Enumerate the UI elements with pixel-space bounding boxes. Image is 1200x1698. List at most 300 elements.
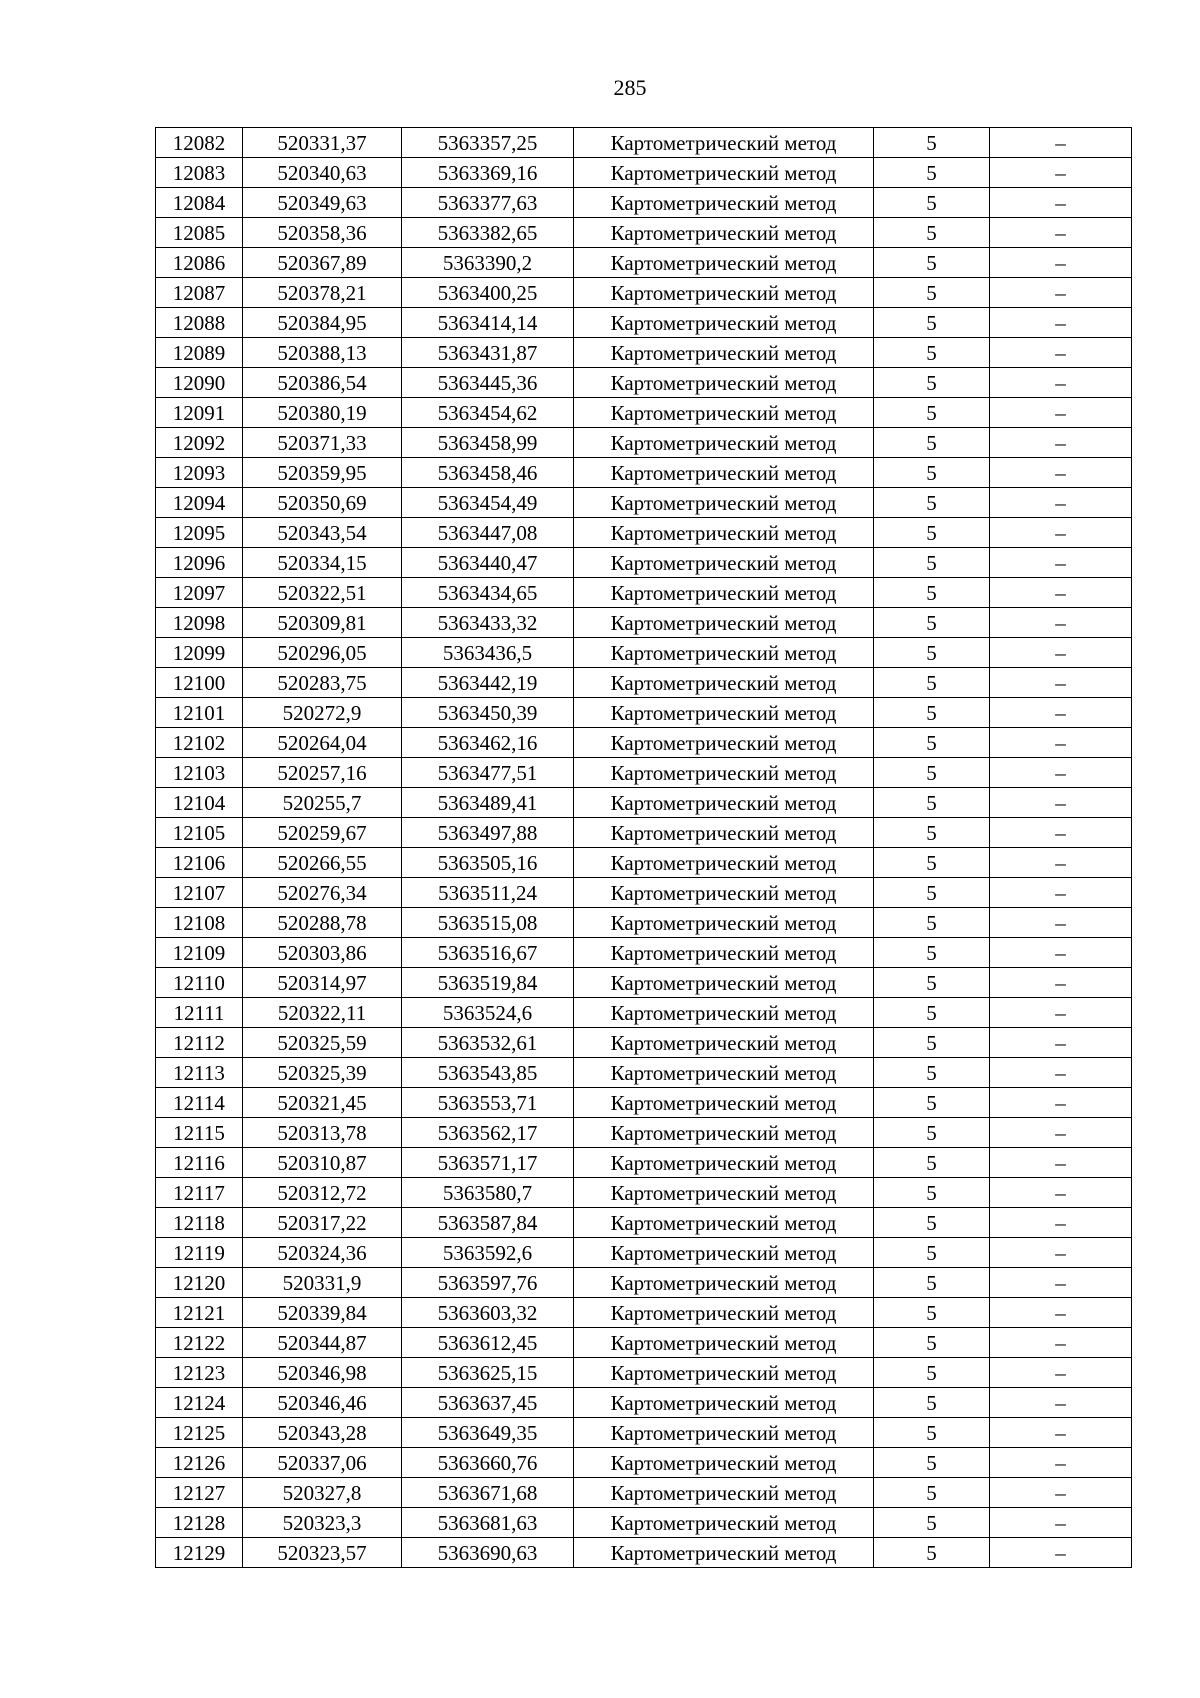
point-number-cell: 12109 bbox=[156, 938, 243, 968]
description-cell: – bbox=[990, 938, 1132, 968]
table-row bbox=[156, 1448, 1132, 1478]
table-row bbox=[156, 1328, 1132, 1358]
x-coordinate-cell: 520346,98 bbox=[243, 1358, 402, 1388]
accuracy-cell: 5 bbox=[874, 458, 990, 488]
table-row bbox=[156, 1298, 1132, 1328]
y-coordinate-cell: 5363505,16 bbox=[402, 848, 574, 878]
accuracy-cell: 5 bbox=[874, 938, 990, 968]
accuracy-cell: 5 bbox=[874, 1148, 990, 1178]
x-coordinate-cell: 520257,16 bbox=[243, 758, 402, 788]
point-number-cell: 12094 bbox=[156, 488, 243, 518]
x-coordinate-cell: 520272,9 bbox=[243, 698, 402, 728]
x-coordinate-cell: 520367,89 bbox=[243, 248, 402, 278]
point-number-cell: 12101 bbox=[156, 698, 243, 728]
description-cell: – bbox=[990, 1178, 1132, 1208]
point-number-cell: 12129 bbox=[156, 1538, 243, 1568]
table-row bbox=[156, 1388, 1132, 1418]
x-coordinate-cell: 520317,22 bbox=[243, 1208, 402, 1238]
point-number-cell: 12111 bbox=[156, 998, 243, 1028]
table-row bbox=[156, 818, 1132, 848]
table-row bbox=[156, 878, 1132, 908]
x-coordinate-cell: 520259,67 bbox=[243, 818, 402, 848]
point-number-cell: 12117 bbox=[156, 1178, 243, 1208]
x-coordinate-cell: 520312,72 bbox=[243, 1178, 402, 1208]
accuracy-cell: 5 bbox=[874, 1208, 990, 1238]
point-number-cell: 12089 bbox=[156, 338, 243, 368]
accuracy-cell: 5 bbox=[874, 1028, 990, 1058]
description-cell: – bbox=[990, 788, 1132, 818]
point-number-cell: 12128 bbox=[156, 1508, 243, 1538]
table-row bbox=[156, 1358, 1132, 1388]
x-coordinate-cell: 520380,19 bbox=[243, 398, 402, 428]
method-cell: Картометрический метод bbox=[574, 998, 874, 1028]
method-cell: Картометрический метод bbox=[574, 818, 874, 848]
x-coordinate-cell: 520288,78 bbox=[243, 908, 402, 938]
x-coordinate-cell: 520324,36 bbox=[243, 1238, 402, 1268]
x-coordinate-cell: 520283,75 bbox=[243, 668, 402, 698]
table-row bbox=[156, 248, 1132, 278]
y-coordinate-cell: 5363400,25 bbox=[402, 278, 574, 308]
point-number-cell: 12106 bbox=[156, 848, 243, 878]
description-cell: – bbox=[990, 1238, 1132, 1268]
x-coordinate-cell: 520322,51 bbox=[243, 578, 402, 608]
accuracy-cell: 5 bbox=[874, 1118, 990, 1148]
y-coordinate-cell: 5363532,61 bbox=[402, 1028, 574, 1058]
description-cell: – bbox=[990, 1298, 1132, 1328]
x-coordinate-cell: 520314,97 bbox=[243, 968, 402, 998]
accuracy-cell: 5 bbox=[874, 368, 990, 398]
method-cell: Картометрический метод bbox=[574, 848, 874, 878]
x-coordinate-cell: 520349,63 bbox=[243, 188, 402, 218]
point-number-cell: 12104 bbox=[156, 788, 243, 818]
point-number-cell: 12088 bbox=[156, 308, 243, 338]
accuracy-cell: 5 bbox=[874, 548, 990, 578]
method-cell: Картометрический метод bbox=[574, 698, 874, 728]
point-number-cell: 12118 bbox=[156, 1208, 243, 1238]
accuracy-cell: 5 bbox=[874, 158, 990, 188]
point-number-cell: 12102 bbox=[156, 728, 243, 758]
description-cell: – bbox=[990, 1058, 1132, 1088]
description-cell: – bbox=[990, 998, 1132, 1028]
accuracy-cell: 5 bbox=[874, 1538, 990, 1568]
description-cell: – bbox=[990, 428, 1132, 458]
method-cell: Картометрический метод bbox=[574, 188, 874, 218]
x-coordinate-cell: 520384,95 bbox=[243, 308, 402, 338]
method-cell: Картометрический метод bbox=[574, 668, 874, 698]
y-coordinate-cell: 5363497,88 bbox=[402, 818, 574, 848]
point-number-cell: 12114 bbox=[156, 1088, 243, 1118]
table-row bbox=[156, 1538, 1132, 1568]
y-coordinate-cell: 5363462,16 bbox=[402, 728, 574, 758]
table-row bbox=[156, 218, 1132, 248]
method-cell: Картометрический метод bbox=[574, 1178, 874, 1208]
table-row bbox=[156, 428, 1132, 458]
description-cell: – bbox=[990, 848, 1132, 878]
table-row bbox=[156, 788, 1132, 818]
method-cell: Картометрический метод bbox=[574, 1088, 874, 1118]
point-number-cell: 12125 bbox=[156, 1418, 243, 1448]
y-coordinate-cell: 5363440,47 bbox=[402, 548, 574, 578]
accuracy-cell: 5 bbox=[874, 1268, 990, 1298]
y-coordinate-cell: 5363450,39 bbox=[402, 698, 574, 728]
y-coordinate-cell: 5363434,65 bbox=[402, 578, 574, 608]
accuracy-cell: 5 bbox=[874, 1298, 990, 1328]
point-number-cell: 12103 bbox=[156, 758, 243, 788]
point-number-cell: 12112 bbox=[156, 1028, 243, 1058]
point-number-cell: 12091 bbox=[156, 398, 243, 428]
y-coordinate-cell: 5363454,49 bbox=[402, 488, 574, 518]
y-coordinate-cell: 5363543,85 bbox=[402, 1058, 574, 1088]
accuracy-cell: 5 bbox=[874, 518, 990, 548]
y-coordinate-cell: 5363603,32 bbox=[402, 1298, 574, 1328]
accuracy-cell: 5 bbox=[874, 128, 990, 158]
y-coordinate-cell: 5363519,84 bbox=[402, 968, 574, 998]
x-coordinate-cell: 520323,3 bbox=[243, 1508, 402, 1538]
point-number-cell: 12100 bbox=[156, 668, 243, 698]
point-number-cell: 12093 bbox=[156, 458, 243, 488]
y-coordinate-cell: 5363597,76 bbox=[402, 1268, 574, 1298]
description-cell: – bbox=[990, 218, 1132, 248]
point-number-cell: 12082 bbox=[156, 128, 243, 158]
x-coordinate-cell: 520266,55 bbox=[243, 848, 402, 878]
table-row bbox=[156, 398, 1132, 428]
x-coordinate-cell: 520321,45 bbox=[243, 1088, 402, 1118]
method-cell: Картометрический метод bbox=[574, 1478, 874, 1508]
x-coordinate-cell: 520340,63 bbox=[243, 158, 402, 188]
y-coordinate-cell: 5363515,08 bbox=[402, 908, 574, 938]
table-row bbox=[156, 938, 1132, 968]
point-number-cell: 12085 bbox=[156, 218, 243, 248]
y-coordinate-cell: 5363454,62 bbox=[402, 398, 574, 428]
accuracy-cell: 5 bbox=[874, 608, 990, 638]
method-cell: Картометрический метод bbox=[574, 518, 874, 548]
accuracy-cell: 5 bbox=[874, 1508, 990, 1538]
x-coordinate-cell: 520358,36 bbox=[243, 218, 402, 248]
accuracy-cell: 5 bbox=[874, 728, 990, 758]
accuracy-cell: 5 bbox=[874, 878, 990, 908]
point-number-cell: 12095 bbox=[156, 518, 243, 548]
accuracy-cell: 5 bbox=[874, 908, 990, 938]
method-cell: Картометрический метод bbox=[574, 278, 874, 308]
description-cell: – bbox=[990, 1208, 1132, 1238]
description-cell: – bbox=[990, 128, 1132, 158]
x-coordinate-cell: 520255,7 bbox=[243, 788, 402, 818]
point-number-cell: 12105 bbox=[156, 818, 243, 848]
y-coordinate-cell: 5363671,68 bbox=[402, 1478, 574, 1508]
method-cell: Картометрический метод bbox=[574, 1538, 874, 1568]
table-row bbox=[156, 1058, 1132, 1088]
x-coordinate-cell: 520264,04 bbox=[243, 728, 402, 758]
point-number-cell: 12120 bbox=[156, 1268, 243, 1298]
description-cell: – bbox=[990, 1358, 1132, 1388]
y-coordinate-cell: 5363571,17 bbox=[402, 1148, 574, 1178]
y-coordinate-cell: 5363516,67 bbox=[402, 938, 574, 968]
y-coordinate-cell: 5363625,15 bbox=[402, 1358, 574, 1388]
x-coordinate-cell: 520386,54 bbox=[243, 368, 402, 398]
method-cell: Картометрический метод bbox=[574, 458, 874, 488]
y-coordinate-cell: 5363649,35 bbox=[402, 1418, 574, 1448]
y-coordinate-cell: 5363357,25 bbox=[402, 128, 574, 158]
accuracy-cell: 5 bbox=[874, 248, 990, 278]
table-row bbox=[156, 548, 1132, 578]
description-cell: – bbox=[990, 1148, 1132, 1178]
table-row bbox=[156, 608, 1132, 638]
description-cell: – bbox=[990, 608, 1132, 638]
x-coordinate-cell: 520310,87 bbox=[243, 1148, 402, 1178]
description-cell: – bbox=[990, 1328, 1132, 1358]
table-row bbox=[156, 908, 1132, 938]
x-coordinate-cell: 520343,54 bbox=[243, 518, 402, 548]
method-cell: Картометрический метод bbox=[574, 578, 874, 608]
point-number-cell: 12086 bbox=[156, 248, 243, 278]
x-coordinate-cell: 520309,81 bbox=[243, 608, 402, 638]
y-coordinate-cell: 5363612,45 bbox=[402, 1328, 574, 1358]
y-coordinate-cell: 5363681,63 bbox=[402, 1508, 574, 1538]
description-cell: – bbox=[990, 638, 1132, 668]
method-cell: Картометрический метод bbox=[574, 908, 874, 938]
point-number-cell: 12127 bbox=[156, 1478, 243, 1508]
point-number-cell: 12099 bbox=[156, 638, 243, 668]
accuracy-cell: 5 bbox=[874, 1178, 990, 1208]
description-cell: – bbox=[990, 668, 1132, 698]
point-number-cell: 12124 bbox=[156, 1388, 243, 1418]
method-cell: Картометрический метод bbox=[574, 308, 874, 338]
accuracy-cell: 5 bbox=[874, 398, 990, 428]
y-coordinate-cell: 5363660,76 bbox=[402, 1448, 574, 1478]
x-coordinate-cell: 520371,33 bbox=[243, 428, 402, 458]
table-row bbox=[156, 368, 1132, 398]
method-cell: Картометрический метод bbox=[574, 1448, 874, 1478]
y-coordinate-cell: 5363447,08 bbox=[402, 518, 574, 548]
accuracy-cell: 5 bbox=[874, 1358, 990, 1388]
description-cell: – bbox=[990, 158, 1132, 188]
accuracy-cell: 5 bbox=[874, 998, 990, 1028]
description-cell: – bbox=[990, 188, 1132, 218]
accuracy-cell: 5 bbox=[874, 1328, 990, 1358]
description-cell: – bbox=[990, 518, 1132, 548]
y-coordinate-cell: 5363414,14 bbox=[402, 308, 574, 338]
point-number-cell: 12116 bbox=[156, 1148, 243, 1178]
point-number-cell: 12096 bbox=[156, 548, 243, 578]
description-cell: – bbox=[990, 248, 1132, 278]
description-cell: – bbox=[990, 308, 1132, 338]
method-cell: Картометрический метод bbox=[574, 128, 874, 158]
table-row bbox=[156, 128, 1132, 158]
point-number-cell: 12090 bbox=[156, 368, 243, 398]
method-cell: Картометрический метод bbox=[574, 968, 874, 998]
coordinates-table bbox=[155, 127, 1132, 1568]
x-coordinate-cell: 520325,39 bbox=[243, 1058, 402, 1088]
table-row bbox=[156, 698, 1132, 728]
method-cell: Картометрический метод bbox=[574, 368, 874, 398]
table-row bbox=[156, 578, 1132, 608]
x-coordinate-cell: 520323,57 bbox=[243, 1538, 402, 1568]
table-row bbox=[156, 1478, 1132, 1508]
method-cell: Картометрический метод bbox=[574, 1148, 874, 1178]
table-row bbox=[156, 1028, 1132, 1058]
method-cell: Картометрический метод bbox=[574, 488, 874, 518]
table-row bbox=[156, 158, 1132, 188]
method-cell: Картометрический метод bbox=[574, 158, 874, 188]
accuracy-cell: 5 bbox=[874, 578, 990, 608]
x-coordinate-cell: 520378,21 bbox=[243, 278, 402, 308]
method-cell: Картометрический метод bbox=[574, 1508, 874, 1538]
method-cell: Картометрический метод bbox=[574, 1358, 874, 1388]
x-coordinate-cell: 520322,11 bbox=[243, 998, 402, 1028]
point-number-cell: 12097 bbox=[156, 578, 243, 608]
table-row bbox=[156, 968, 1132, 998]
method-cell: Картометрический метод bbox=[574, 1388, 874, 1418]
accuracy-cell: 5 bbox=[874, 788, 990, 818]
accuracy-cell: 5 bbox=[874, 968, 990, 998]
description-cell: – bbox=[990, 698, 1132, 728]
description-cell: – bbox=[990, 1088, 1132, 1118]
x-coordinate-cell: 520276,34 bbox=[243, 878, 402, 908]
accuracy-cell: 5 bbox=[874, 308, 990, 338]
description-cell: – bbox=[990, 548, 1132, 578]
method-cell: Картометрический метод bbox=[574, 608, 874, 638]
y-coordinate-cell: 5363477,51 bbox=[402, 758, 574, 788]
description-cell: – bbox=[990, 818, 1132, 848]
accuracy-cell: 5 bbox=[874, 218, 990, 248]
y-coordinate-cell: 5363580,7 bbox=[402, 1178, 574, 1208]
x-coordinate-cell: 520313,78 bbox=[243, 1118, 402, 1148]
method-cell: Картометрический метод bbox=[574, 728, 874, 758]
y-coordinate-cell: 5363436,5 bbox=[402, 638, 574, 668]
table-row bbox=[156, 338, 1132, 368]
table-row bbox=[156, 1268, 1132, 1298]
accuracy-cell: 5 bbox=[874, 638, 990, 668]
method-cell: Картометрический метод bbox=[574, 1268, 874, 1298]
y-coordinate-cell: 5363445,36 bbox=[402, 368, 574, 398]
description-cell: – bbox=[990, 758, 1132, 788]
y-coordinate-cell: 5363562,17 bbox=[402, 1118, 574, 1148]
method-cell: Картометрический метод bbox=[574, 758, 874, 788]
method-cell: Картометрический метод bbox=[574, 1328, 874, 1358]
method-cell: Картометрический метод bbox=[574, 218, 874, 248]
table-row bbox=[156, 188, 1132, 218]
y-coordinate-cell: 5363377,63 bbox=[402, 188, 574, 218]
accuracy-cell: 5 bbox=[874, 488, 990, 518]
table-row bbox=[156, 1238, 1132, 1268]
table-row bbox=[156, 758, 1132, 788]
x-coordinate-cell: 520325,59 bbox=[243, 1028, 402, 1058]
method-cell: Картометрический метод bbox=[574, 638, 874, 668]
y-coordinate-cell: 5363511,24 bbox=[402, 878, 574, 908]
accuracy-cell: 5 bbox=[874, 1418, 990, 1448]
table-row bbox=[156, 278, 1132, 308]
table-row bbox=[156, 458, 1132, 488]
x-coordinate-cell: 520334,15 bbox=[243, 548, 402, 578]
x-coordinate-cell: 520344,87 bbox=[243, 1328, 402, 1358]
description-cell: – bbox=[990, 878, 1132, 908]
table-row bbox=[156, 308, 1132, 338]
accuracy-cell: 5 bbox=[874, 188, 990, 218]
description-cell: – bbox=[990, 1118, 1132, 1148]
description-cell: – bbox=[990, 368, 1132, 398]
table-row bbox=[156, 848, 1132, 878]
method-cell: Картометрический метод bbox=[574, 1118, 874, 1148]
x-coordinate-cell: 520303,86 bbox=[243, 938, 402, 968]
x-coordinate-cell: 520337,06 bbox=[243, 1448, 402, 1478]
method-cell: Картометрический метод bbox=[574, 1208, 874, 1238]
description-cell: – bbox=[990, 338, 1132, 368]
x-coordinate-cell: 520296,05 bbox=[243, 638, 402, 668]
description-cell: – bbox=[990, 728, 1132, 758]
y-coordinate-cell: 5363458,99 bbox=[402, 428, 574, 458]
coordinates-table-body bbox=[156, 128, 1132, 1568]
table-row bbox=[156, 638, 1132, 668]
y-coordinate-cell: 5363458,46 bbox=[402, 458, 574, 488]
table-row bbox=[156, 1148, 1132, 1178]
point-number-cell: 12107 bbox=[156, 878, 243, 908]
table-row bbox=[156, 1088, 1132, 1118]
description-cell: – bbox=[990, 278, 1132, 308]
y-coordinate-cell: 5363433,32 bbox=[402, 608, 574, 638]
point-number-cell: 12121 bbox=[156, 1298, 243, 1328]
table-row bbox=[156, 668, 1132, 698]
method-cell: Картометрический метод bbox=[574, 248, 874, 278]
y-coordinate-cell: 5363592,6 bbox=[402, 1238, 574, 1268]
accuracy-cell: 5 bbox=[874, 1478, 990, 1508]
x-coordinate-cell: 520388,13 bbox=[243, 338, 402, 368]
method-cell: Картометрический метод bbox=[574, 1058, 874, 1088]
accuracy-cell: 5 bbox=[874, 698, 990, 728]
x-coordinate-cell: 520350,69 bbox=[243, 488, 402, 518]
accuracy-cell: 5 bbox=[874, 1088, 990, 1118]
method-cell: Картометрический метод bbox=[574, 1238, 874, 1268]
description-cell: – bbox=[990, 968, 1132, 998]
accuracy-cell: 5 bbox=[874, 338, 990, 368]
description-cell: – bbox=[990, 458, 1132, 488]
table-row bbox=[156, 1118, 1132, 1148]
description-cell: – bbox=[990, 1478, 1132, 1508]
method-cell: Картометрический метод bbox=[574, 548, 874, 578]
x-coordinate-cell: 520359,95 bbox=[243, 458, 402, 488]
y-coordinate-cell: 5363442,19 bbox=[402, 668, 574, 698]
method-cell: Картометрический метод bbox=[574, 1418, 874, 1448]
x-coordinate-cell: 520339,84 bbox=[243, 1298, 402, 1328]
method-cell: Картометрический метод bbox=[574, 878, 874, 908]
accuracy-cell: 5 bbox=[874, 1238, 990, 1268]
description-cell: – bbox=[990, 1388, 1132, 1418]
y-coordinate-cell: 5363431,87 bbox=[402, 338, 574, 368]
accuracy-cell: 5 bbox=[874, 1448, 990, 1478]
description-cell: – bbox=[990, 908, 1132, 938]
point-number-cell: 12083 bbox=[156, 158, 243, 188]
accuracy-cell: 5 bbox=[874, 758, 990, 788]
y-coordinate-cell: 5363489,41 bbox=[402, 788, 574, 818]
x-coordinate-cell: 520331,9 bbox=[243, 1268, 402, 1298]
accuracy-cell: 5 bbox=[874, 818, 990, 848]
table-row bbox=[156, 1418, 1132, 1448]
method-cell: Картометрический метод bbox=[574, 1028, 874, 1058]
table-row bbox=[156, 518, 1132, 548]
point-number-cell: 12115 bbox=[156, 1118, 243, 1148]
table-row bbox=[156, 488, 1132, 518]
accuracy-cell: 5 bbox=[874, 848, 990, 878]
y-coordinate-cell: 5363690,63 bbox=[402, 1538, 574, 1568]
method-cell: Картометрический метод bbox=[574, 338, 874, 368]
accuracy-cell: 5 bbox=[874, 1058, 990, 1088]
method-cell: Картометрический метод bbox=[574, 938, 874, 968]
accuracy-cell: 5 bbox=[874, 668, 990, 698]
y-coordinate-cell: 5363382,65 bbox=[402, 218, 574, 248]
description-cell: – bbox=[990, 1268, 1132, 1298]
point-number-cell: 12087 bbox=[156, 278, 243, 308]
x-coordinate-cell: 520327,8 bbox=[243, 1478, 402, 1508]
accuracy-cell: 5 bbox=[874, 428, 990, 458]
